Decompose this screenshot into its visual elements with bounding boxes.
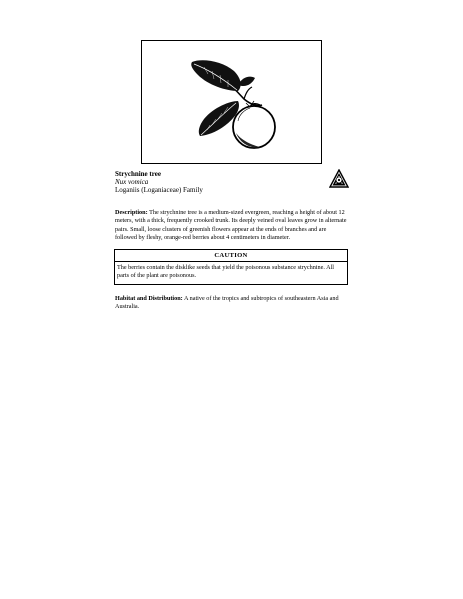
plant-header (115, 170, 355, 195)
caution-divider (115, 261, 347, 262)
habitat-paragraph (115, 295, 348, 312)
habitat-text: A native of the tropics and subtropics of southeastern Asia and Australia. (115, 295, 339, 311)
toxic-warning-triangle-icon (329, 169, 349, 188)
caution-text: The berries contain the disklike seeds that yield the poisonous substance strychnine. All parts of the plant are poisonous. (117, 264, 335, 280)
caution-title: CAUTION (214, 252, 248, 259)
plant-family: Loganiis (Loganiaceae) Family (115, 186, 203, 195)
plant-illustration-frame (141, 40, 322, 164)
plant-scientific-name: Nux vomica (115, 178, 149, 187)
caution-box (114, 249, 348, 285)
habitat-label: Habitat and Distribution: (115, 295, 183, 302)
plant-common-name: Strychnine tree (115, 170, 161, 178)
description-label: Description: (115, 209, 148, 216)
strychnine-branch-illustration (142, 41, 323, 165)
description-paragraph (115, 209, 348, 243)
description-text: The strychnine tree is a medium-sized evergreen, reaching a height of about 12 meters, with a thick, frequently crooked trunk. Its deeply veined oval leaves grow in alternate pairs. Small, loose clusters of greenish flowers appear at the ends of branches and are followed by fleshy, orange-red berries about 4 centimeters in diameter. (115, 209, 347, 242)
